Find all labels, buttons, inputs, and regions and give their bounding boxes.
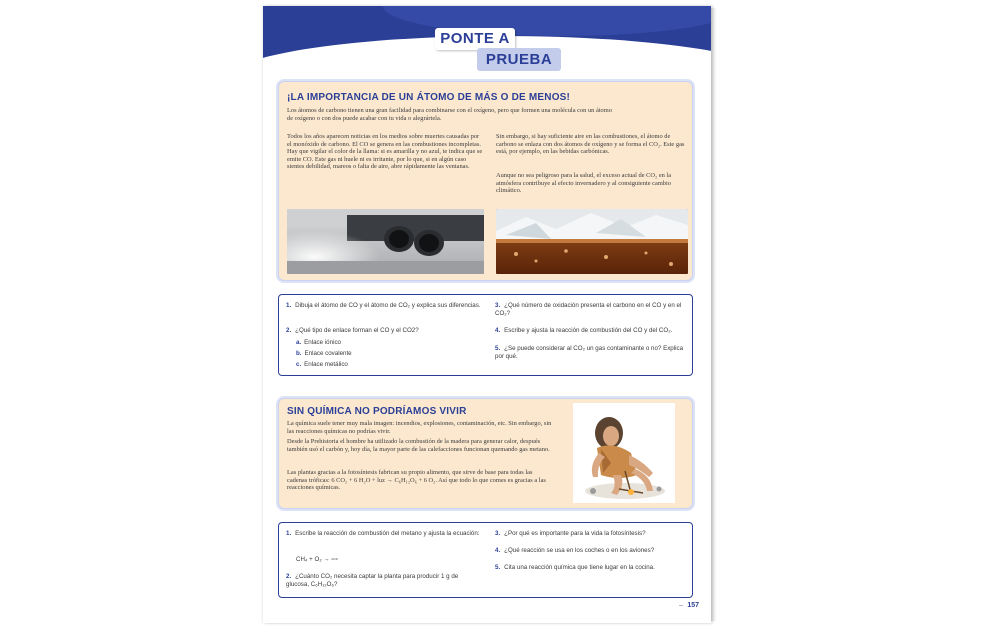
question-number: 1. [286,302,292,309]
question-number: 4. [495,547,501,554]
question-text: ¿Qué tipo de enlace forman el CO y el CO2? [295,327,419,334]
question-number: 2. [286,327,292,334]
question-text: Dibuja el átomo de CO y el átomo de CO₂ y explica sus diferencias. [295,302,481,309]
question-2-4 [495,547,687,555]
question-2-5 [495,564,687,572]
question-number: 3. [495,302,501,309]
section-co-right-text-2: Aunque no sea peligroso para la salud, el exceso actual de CO₂ en la atmósfera contribuye al efecto invernadero y al consiguiente cambio climático. [496,172,672,195]
option-text: Enlace covalente [304,350,352,357]
page-title-line2: PRUEBA [477,48,561,71]
question-number: 4. [495,327,501,334]
question-text: ¿Qué número de oxidación presenta el carbono en el CO y en el CO₂? [495,302,682,317]
question-number: 1. [286,530,292,537]
question-number: 3. [495,530,501,537]
question-text: Cita una reacción química que tiene lugar en la cocina. [504,564,655,571]
option-b [296,350,352,357]
question-2-1 [286,530,481,538]
question-1-1 [286,302,481,310]
page-number: 157 [687,602,699,609]
page-title-line1: PONTE A [435,28,515,50]
option-letter: c. [296,361,302,368]
section-quimica-p2: Desde la Prehistoria el hombre ha utilizado la combustión de la madera para generar calor, después también usó el carbón y, hoy día, la mayor parte de las calefacciones funcionan quemando gas metano. [287,438,550,453]
question-text: ¿Por qué es importante para la vida la fotosíntesis? [504,530,646,537]
section-co-title: ¡LA IMPORTANCIA DE UN ÁTOMO DE MÁS O DE MENOS! [287,92,571,103]
caveman-fire-illustration [573,403,675,503]
question-text: ¿Se puede considerar al CO₂ un gas contaminante o no? Explica por qué. [495,345,684,360]
section-co-box [278,81,693,281]
question-text: ¿Cuánto CO₂ necesita captar la planta para producir 1 g de glucosa, C₆H₁₂O₆? [286,573,459,588]
question-1-2 [286,327,481,335]
question-text: Escribe la reacción de combustión del metano y ajusta la ecuación: [295,530,480,537]
car-exhaust-photo [287,209,484,274]
section-quimica-title: SIN QUÍMICA NO PODRÍAMOS VIVIR [287,406,467,417]
question-text: ¿Qué reacción se usa en los coches o en los aviones? [504,547,655,554]
option-text: Enlace metálico [304,361,348,368]
questions-quimica-box [278,522,693,598]
question-1-5 [495,345,687,361]
option-letter: b. [296,350,302,357]
section-co-left-text: Todos los años aparecen noticias en los medios sobre muertes causadas por el monóxido de carbono. El CO se genera en las combustiones incompletas. Hay que vigilar el color de la llama: si es amarilla y no azul, te indica que se emite CO. Este gas ni huele ni es irritante, por lo que, si en algún caso sientes debilidad, mareos o falta de aire, abre rápidamente las ventanas. [287,133,483,171]
option-text: Enlace iónico [304,339,341,346]
page-edge [711,8,717,621]
question-number: 2. [286,573,292,580]
questions-co-box [278,294,693,376]
question-2-3 [495,530,687,538]
option-a [296,339,341,346]
section-co-right-text-1: Sin embargo, si hay suficiente aire en las combustiones, el átomo de carbono se enlaza con dos átomos de oxígeno y se forma el CO₂. Este gas está, por ejemplo, en las bebidas carbónicas. [496,133,685,156]
question-2-2 [286,573,481,589]
question-number: 5. [495,345,501,352]
option-letter: a. [296,339,302,346]
header-wave-dark [383,6,711,36]
section-co-intro: Los átomos de carbono tienen una gran facilidad para combinarse con el oxígeno, pero que formen una molécula con un átomo de oxígeno o con dos puede acabar con tu vida o alegrártela. [287,107,612,122]
section-quimica-p1: La química suele tener muy mala imagen: incendios, explosiones, contaminación, etc. Sin embargo, sin las reacciones químicas no podrías vivir. [287,420,552,435]
page-number-mark [679,605,683,606]
question-number: 5. [495,564,501,571]
question-1-4 [495,327,687,335]
question-text: Escribe y ajusta la reacción de combustión del CO y del CO₂. [504,327,673,334]
question-1-3 [495,302,687,318]
textbook-page [263,6,711,623]
option-c [296,361,348,368]
soda-ice-photo [496,209,688,274]
section-quimica-box [278,398,693,509]
methane-equation: CH₄ + O₂ → ▫▫▫ [296,556,338,563]
section-quimica-p3: Las plantas gracias a la fotosíntesis fabrican su propio alimento, que sirve de base para todas las cadenas tróficas: 6 CO₂ + 6 H₂O + luz → C₆H₁₂O₆ + 6 O₂. Así que todo lo que comes es gracias a las reacciones químicas. [287,469,546,492]
